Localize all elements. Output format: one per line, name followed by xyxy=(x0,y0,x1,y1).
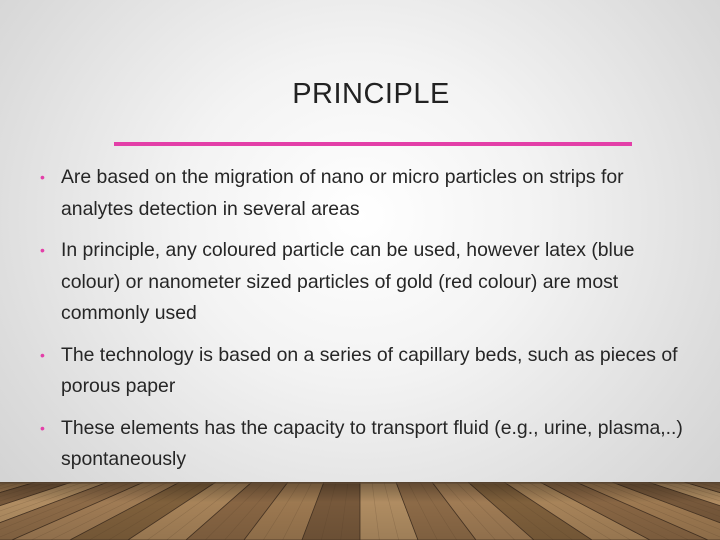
wooden-floor-image xyxy=(0,482,720,540)
bullet-text: In principle, any coloured particle can be used, however latex (blue colour) or nanometer sized particles of gold (red colour) are most commonly used xyxy=(61,239,635,324)
bullet-dot-icon: • xyxy=(40,346,45,363)
bullet-item xyxy=(0,235,720,330)
bullet-item xyxy=(0,340,720,403)
bullet-list xyxy=(0,162,720,486)
slide-title: PRINCIPLE xyxy=(292,78,450,110)
bullet-dot-icon: • xyxy=(40,419,45,436)
bullet-text: These elements has the capacity to transport fluid (e.g., urine, plasma,..) spontaneously xyxy=(61,416,683,470)
bullet-text: Are based on the migration of nano or micro particles on strips for analytes detection in several areas xyxy=(61,166,624,220)
bullet-item xyxy=(0,413,720,476)
title-underline xyxy=(114,142,632,146)
bullet-text: The technology is based on a series of capillary beds, such as pieces of porous paper xyxy=(61,343,678,397)
bullet-dot-icon: • xyxy=(40,242,45,258)
bullet-item xyxy=(0,162,720,225)
bullet-dot-icon: • xyxy=(40,169,45,185)
